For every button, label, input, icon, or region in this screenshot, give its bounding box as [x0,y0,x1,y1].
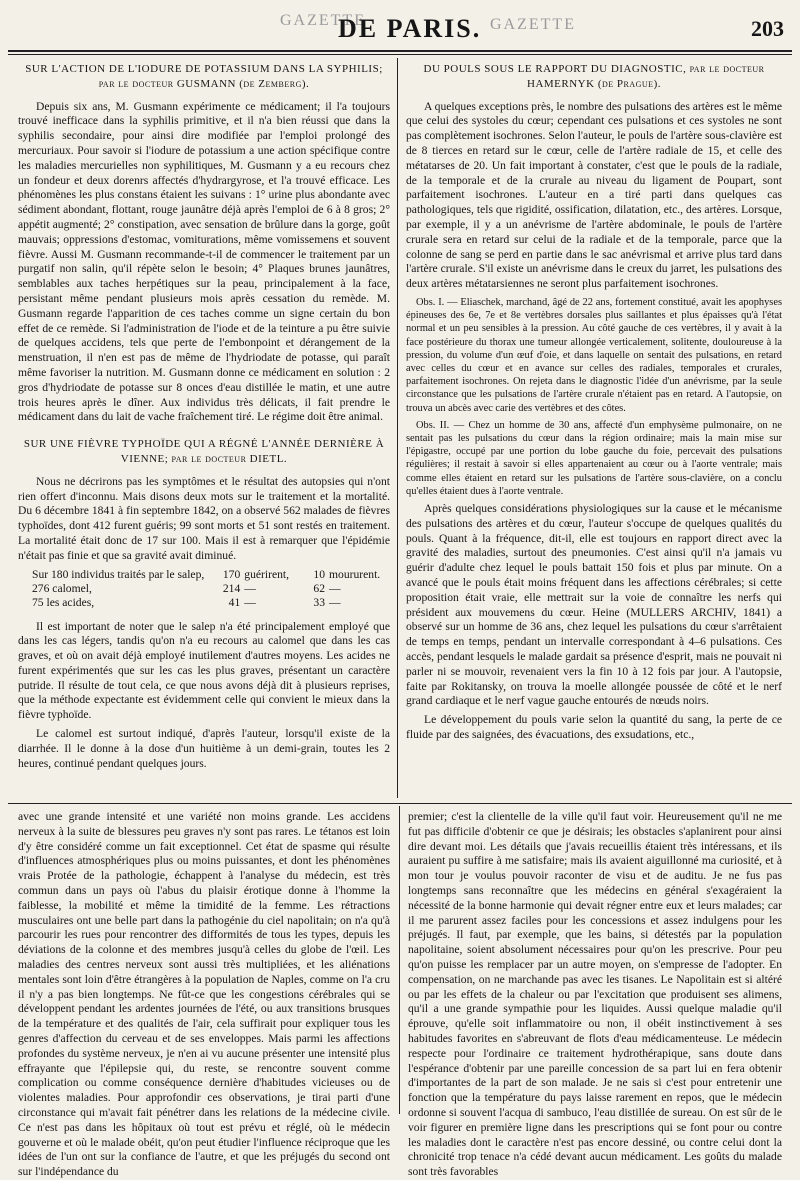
treatment-stats-table [32,568,384,610]
section-rule [8,803,792,804]
column-divider-bottom [399,806,400,1114]
article-body-iodure: Depuis six ans, M. Gusmann expérimente ce médicament; il l'a toujours trouvé inefficace dans la syphilis primitive, et il n'a bien réussi que dans la syphilis secondaire, pour ainsi dire modifiée par l'emploi prolongé des mercuriaux. Pour savoir si l'iodure de potassium a une action spécifique contre les maladies mercurielles non syphilitiques, M. Gusmann y a eu recours chez un fondeur et deux dorenrs affectés d'hydrargyrose, et l'a trouvé efficace. Les phénomènes les plus constans étaient les suivans : 1° urine plus abondante avec sédiment abondant, flottant, rouge jaunâtre déjà après l'emploi de 6 à 8 gros; 2° appétit augmenté; 2° constipation, avec sensation de brûlure dans la gorge, goût mauvais; oppressions d'estomac, vomiturations, même vomissemens et souvent fièvre. Aussi M. Gusmann recommande-t-il de commencer le traitement par un purgatif non salin, qu'il répète selon le besoin; 4° Plaques brunes jaunâtres, semblables aux taches herpétiques sur la peau, principalement à la face, persistant même pendant plusieurs mois après cessation du remède. M. Gusmann regarde l'apparition de ces taches comme un signe certain du bon effet de ce remède. Si l'administration de l'iode et de la teinture a pu être suivie de quelques accidens, tels que perte de l'embonpoint et dérangement de la menstruation, il n'en est pas de même de l'hydriodate de potasse, qui paraît même favoriser la nutrition. M. Gusmann donne ce médicament en solution : 2 gros d'hydriodate de potasse sur 8 onces d'eau distillée le matin, et une autre trois heures après le dîner. Aux individus très délicats, il fait prendre le médicament dans du lait de vache fraîchement tiré. Le régime doit être animal. [18,99,390,424]
bottom-left-column [18,810,390,1179]
table-cell: moururent. [329,567,381,581]
table-cell-label: les acides, [46,595,95,609]
table-row [32,568,384,582]
table-cell: 214 [222,581,241,595]
table-cell: 33 [313,595,326,609]
table-cell: — [329,581,341,595]
table-cell: — [244,595,256,609]
header-ghost-right: GAZETTE [490,16,576,33]
article-paragraph: Le calomel est surtout indiqué, d'après l'auteur, lorsqu'il existe de la diarrhée. Il le donne à la dose d'un huitième à un demi-grain, toutes les 2 heures, continué pendant quelques jours. [18,727,390,770]
table-cell-value: 75 [32,595,44,609]
left-column [18,62,390,792]
table-cell: 41 [228,595,241,609]
table-cell-value: 276 [32,581,50,595]
observation-1: Obs. I. — Eliaschek, marchand, âgé de 22 ans, fortement constitué, avait les apophyses épineuses des 6e, 7e et 8e vertèbres dorsales plus saillantes et plus épaisses qu'à l'état normal et un peu sensibles à la pression. Au côté gauche de ces vertèbres, il y avait à la face postérieure du thorax une tumeur allongée verticalement, solitente, douloureuse à la pression, du volume d'un œuf d'oie, et dans laquelle on sentait des pulsations, en retard avec celles du cœur et en avance sur celles des radiales, temporales et crurales, parfaitement isochrones. On rejeta dans le diagnostic l'idée d'un anévrisme, par la seule circonstance que les pulsations de l'artère crurale n'étaient pas en retard. A l'autopsie, on trouva un abcès avec carie des vertèbres et des côtes. [406,296,782,414]
table-cell-label: calomel, [52,581,92,595]
article-paragraph: Le développement du pouls varie selon la quantité du sang, la perte de ce fluide par des saignées, des évacuations, des exsudations, etc., [406,713,782,741]
table-cell: — [244,581,256,595]
table-cell: 10 [313,567,326,581]
article-paragraph: Il est important de noter que le salep n'a été principalement employé que dans les cas légers, tandis qu'on n'a eu recours au calomel que dans les cas graves, et où on avait déjà employé inutilement d'autres moyens. Les acides ne furent expérimentés que sur les cas les plus graves, présentant un caractère putride. Il résulte de tout cela, ce que nous avons déjà dit à plusieurs reprises, que la méthode expectante est évidemment celle qui convient le mieux dans la fièvre typhoïde. [18,619,390,722]
table-cell [32,582,208,596]
table-cell: 62 [313,581,326,595]
table-cell [32,596,208,610]
table-cell: — [329,595,341,609]
article-title-pouls: DU POULS SOUS LE RAPPORT DU DIAGNOSTIC, par le docteur HAMERNYK (de Prague). [423,63,765,90]
page-title: DE PARIS. [338,14,482,43]
table-row [32,582,384,596]
article-paragraph: premier; c'est la clientelle de la ville qu'il faut voir. Heureusement qu'il ne me fut pas difficile d'obtenir ce que je désirais; les obstacles s'aplanirent pour ainsi dire devant moi. Les détails que j'avais recueillis étaient très intéressans, et ils auraient pu suffire à me satisfaire; mais ils avaient aiguillonné ma curiosité, et à mon tour je voulus pouvoir raconter de visu et de auditu. Je ne fus pas longtemps sans reconnaître que les médecins en général s'exagéraient la nécessité de la bonne harmonie qui devait régner entre eux et leurs malades; car il me parurent assez faciles pour les concessions et assez indulgens pour les préjugés. Il faut, par exemple, que les bains, si détestés par la population napolitaine, soient absolument nécessaires pour qu'on les prescrive. Pour peu qu'on puisse les remplacer par un autre moyen, on s'empresse de l'adopter. En compensation, on ne marchande pas avec les tisanes. Le Napolitain est si altéré ou par les effets de la chaleur ou par l'excitation que produisent ses alimens, qu'il a une grande sympathie pour les liquides. Aussi quelque maladie qu'il éprouve, qu'elle soit inflammatoire ou non, il obéit instinctivement à ses habitudes favorites en s'abreuvant de flots d'eau médicamenteuse. Le médecin respecte pour l'ordinaire ce traitement hydrothérapique, sans doute dans l'espérance d'obtenir par une pareille concession de sa part lui en fera obtenir d'importantes de la part de son malade. Je ne sais si c'est pour entretenir une fonction que la température du pays laisse rarement en repos, que le médecin ordonne si souvent l'acqua di sambuco, l'eau distillée de sureau. On est sûr de le voir figurer en première ligne dans les prescriptions qui se font pour ou contre les maladies dont le caractère n'est pas encore dessiné, ou contre celui dont la chronicité trop tenace n'a cédé devant aucun médicament. Les goûts du malade sont très favorables [408,810,782,1179]
article-paragraph: A quelques exceptions près, le nombre des pulsations des artères est le même que celui des systoles du cœur; cependant ces pulsations et ces systoles ne sont pas complètement isochrones. Selon l'auteur, le pouls de l'artère sous-clavière est de 8 tierces en retard sur le cœur, celle de l'artère radiale de 15, et celle des métatarses de 20. Un fait important à constater, c'est que le pouls de la radiale, de la temporale et de la crurale au niveau du ligament de Poupart, sont parfaitement isochrones. L'auteur en a tiré parti dans quelques cas pathologiques, tels que rigidité, ossification, dilatation, etc., des artères. Lorsque, par exemple, il y a un anévrisme de l'artère abdominale, le pouls de l'artère crurale sera en retard sur celui de la radiale et de la temporale, parce que la colonne de sang se perd en partie dans le sac anévrismal et arrive plus tard dans l'artère crurale. S'il existe un anévrisme dans le creux du jarret, les pulsations des deux artères métatarsiennes ne seront plus parfaitement isochrones. [406,99,782,291]
bottom-right-column [408,810,782,1179]
column-divider [397,58,398,798]
article-separator [18,429,390,437]
article-paragraph: Nous ne décrirons pas les symptômes et le résultat des autopsies qui n'ont rien offert d'inconnu. Mais disons deux mots sur le traitement et la mortalité. Du 6 décembre 1841 à fin septembre 1842, on a observé 562 malades de fièvres typhoïdes, dont 412 furent guéris; 99 sont morts et 51 sont restés en traitement. La mortalité était donc de 17 sur 100. Mais il est à remarquer que l'épidémie n'était pas finie et que sa gravité avait diminué. [18,474,390,562]
table-row [32,596,384,610]
page-number: 203 [751,16,784,41]
table-cell: guérirent, [244,567,290,581]
table-cell: 170 [222,567,241,581]
header-rule [8,50,792,52]
table-cell: Sur 180 individus traités par le salep, [32,567,205,581]
article-title-iodure: SUR L'ACTION DE L'IODURE DE POTASSIUM DANS LA SYPHILIS; par le docteur GUSMANN (de Zemberg). [25,63,383,90]
header-rule-thin [8,54,792,55]
observation-2: Obs. II. — Chez un homme de 30 ans, affecté d'un emphysème pulmonaire, on ne sentait pas les pulsations du cœur dans la région ordinaire; mais la main mise sur l'épigastre, occupé par une portion du lobe gauche du foie, percevait des pulsations régulières; il restait à savoir si elles appartenaient au cœur ou à l'aorte ventrale; mais comme elles étaient en retard sur les pulsations de l'artère sous-clavière, on a conclu qu'elles étaient dues à l'aorte ventrale. [406,419,782,497]
right-column [406,62,782,792]
article-paragraph: avec une grande intensité et une variété non moins grande. Les accidens nerveux à la suite de blessures peu graves n'y sont pas rares. Le tétanos est loin d'y être considéré comme un fait exceptionnel. Cet état de spasme qui résulte d'influences atmosphériques plus ou moins puissantes, et dont les phénomènes vrais Protée de la pathologie, échappent à l'analyse du médecin, est très commun dans un pays où l'abus du plaisir érotique donne à l'homme la faiblesse, la mobilité et même la timidité de la femme. Les rétractions musculaires ont une belle part dans la pathogénie du ciel napolitain; on n'a qu'à parcourir les rues pour rencontrer des difformités de tous les types, depuis les déviations de la colonne et des membres jusqu'à celles du globe de l'œil. Les maladies des centres nerveux sont aussi très multipliées, et les aliénations mentales sont loin d'être étrangères à la population de Naples, comme on l'a cru il n'y a pas bien longtemps. Ne fût-ce que les congestions cérébrales qui se développent pendant les ardentes journées de l'été, ou aux transitions brusques de la température et des qualités de l'air, cela suffirait pour expliquer tous les genres d'affection du cerveau et de ses enveloppes. Mais parmi les affections profondes du système nerveux, je n'en ai vu aucune présenter une intensité plus effrayante que l'épilepsie qui, du reste, se rencontre souvent comme complication ou comme conséquence dernière d'habitudes vicieuses ou de violentes maladies. Pour approfondir ces observations, je tirai parti d'une circonstance qui m'avait fait pénétrer dans les relations de la médecine civile. Ce n'est pas dans les hôpitaux où tout est prévu et réglé, où le médecin gouverne et où le malade obéit, qu'on peut étudier l'influence réciproque que les idées de l'un ont sur la confiance de l'autre, et que les préjugés du second ont sur l'indépendance du [18,810,390,1179]
header-ghost-left: GAZETTE [280,12,366,29]
article-paragraph: Après quelques considérations physiologiques sur la cause et le mécanisme des pulsations des artères et du cœur, l'auteur s'occupe de quelques qualités du pouls. Quant à la fréquence, dit-il, elle est toujours en rapport direct avec la gravité des maladies, surtout des pneumonies. C'est ainsi qu'il n'a jamais vu guérir d'adulte chez lequel le pouls battait 150 fois et plus par minute. On a avancé que le pouls était moins fréquent dans les affections cérébrales; si cette proposition était vraie, elle mettrait sur la voie de connaître les nerfs qui président aux mouvemens du cœur. Heine (MULLERS ARCHIV, 1841) a observé sur un homme de 36 ans, chez lequel les pulsations du cœur s'arrêtaient de temps en temps, pendant un intervalle correspondant à 4–6 pulsations. Ces accès, pendant lesquels le malade gardait sa présence d'esprit, mais ne pouvait ni parler ni se mouvoir, revenaient vers la fin 10 à 12 fois par jour. A l'autopsie, faite par Rokitansky, on trouva la moelle allongée poussée de côté et le nerf grand cardiaque et le nerf vague gauche entourés de nœuds noirs. [406,502,782,708]
article-title-fievre: SUR UNE FIÈVRE TYPHOÏDE QUI A RÉGNÉ L'ANNÉE DERNIÈRE À VIENNE; par le docteur DIETL. [23,438,385,465]
